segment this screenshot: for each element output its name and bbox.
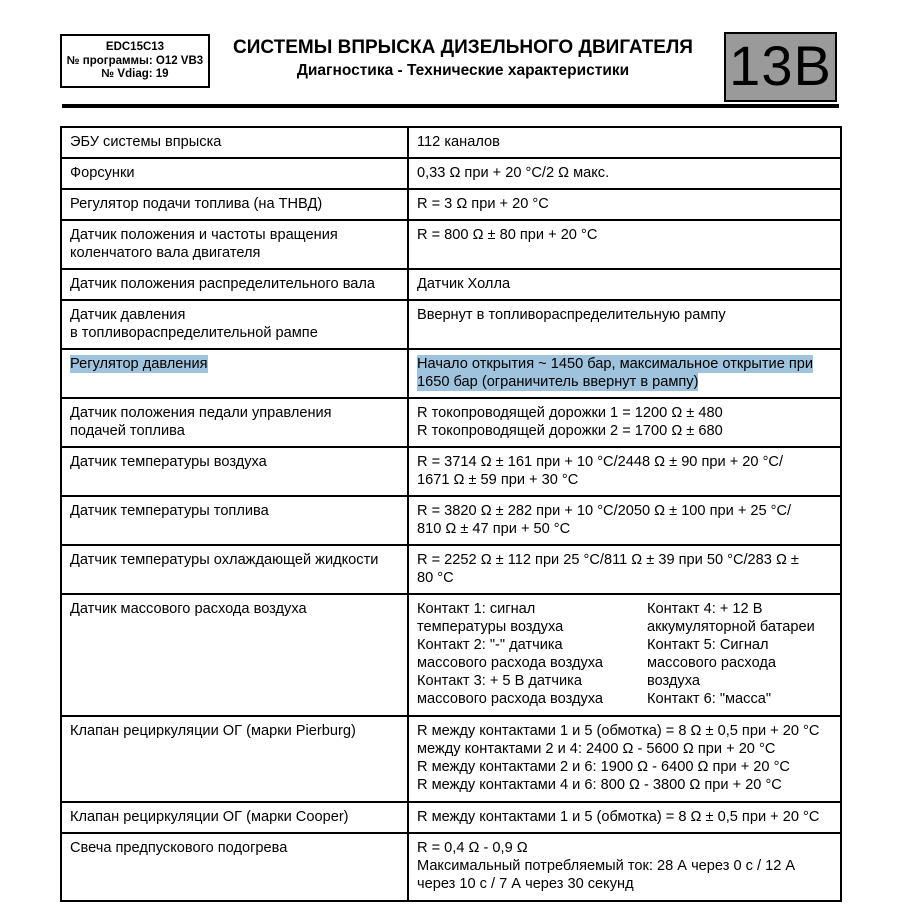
table-row bbox=[61, 496, 841, 545]
value-text: R = 2252 Ω ± 112 при 25 °C/811 Ω ± 39 при 50 °C/283 Ω ± bbox=[417, 552, 799, 568]
chapter-badge: 13B bbox=[724, 32, 837, 102]
component-cell bbox=[61, 158, 408, 189]
table-row bbox=[61, 300, 841, 349]
table-row bbox=[61, 269, 841, 300]
value-cell bbox=[408, 398, 841, 447]
value-text: R = 800 Ω ± 80 при + 20 °C bbox=[417, 227, 598, 243]
pinout-line: воздуха bbox=[647, 673, 700, 689]
table-row bbox=[61, 349, 841, 398]
component-cell bbox=[61, 447, 408, 496]
value-text: между контактами 2 и 4: 2400 Ω - 5600 Ω при + 20 °C bbox=[417, 741, 776, 757]
table-row bbox=[61, 447, 841, 496]
component-cell bbox=[61, 127, 408, 158]
component-cell bbox=[61, 833, 408, 901]
component-label: Свеча предпускового подогрева bbox=[70, 840, 288, 856]
spec-table bbox=[60, 126, 842, 902]
component-cell bbox=[61, 716, 408, 802]
value-text: R между контактами 1 и 5 (обмотка) = 8 Ω ± 0,5 при + 20 °C bbox=[417, 723, 820, 739]
component-label: Датчик давления bbox=[70, 307, 186, 323]
value-cell bbox=[408, 716, 841, 802]
pinout-line: массового расхода воздуха bbox=[417, 691, 604, 707]
component-label: ЭБУ системы впрыска bbox=[70, 134, 222, 150]
table-row bbox=[61, 802, 841, 833]
value-text: R = 3 Ω при + 20 °C bbox=[417, 196, 549, 212]
component-label: Датчик положения распределительного вала bbox=[70, 276, 376, 292]
value-text: 80 °C bbox=[417, 570, 454, 586]
value-text: Максимальный потребляемый ток: 28 А через 0 с / 12 А bbox=[417, 858, 796, 874]
component-label: в топливораспределительной рампе bbox=[70, 325, 318, 341]
table-row bbox=[61, 833, 841, 901]
value-text: 1671 Ω ± 59 при + 30 °C bbox=[417, 472, 579, 488]
component-label: Датчик положения педали управления bbox=[70, 405, 332, 421]
pinout-line: Контакт 3: + 5 В датчика bbox=[417, 673, 582, 689]
component-cell bbox=[61, 496, 408, 545]
program-number: № программы: O12 VB3 bbox=[66, 54, 204, 67]
table-row bbox=[61, 398, 841, 447]
ecu-info-box bbox=[60, 34, 210, 88]
value-cell bbox=[408, 833, 841, 901]
component-cell bbox=[61, 398, 408, 447]
value-cell bbox=[408, 269, 841, 300]
value-text: R = 3714 Ω ± 161 при + 10 °C/2448 Ω ± 90 при + 20 °C/ bbox=[417, 454, 783, 470]
value-text: Начало открытия ~ 1450 бар, максимальное открытие при bbox=[417, 356, 814, 372]
value-cell bbox=[408, 158, 841, 189]
value-text: R = 0,4 Ω - 0,9 Ω bbox=[417, 840, 528, 856]
value-cell bbox=[408, 127, 841, 158]
pinout-columns bbox=[417, 600, 833, 708]
table-row bbox=[61, 594, 841, 716]
value-text: R токопроводящей дорожки 1 = 1200 Ω ± 480 bbox=[417, 405, 723, 421]
component-cell bbox=[61, 802, 408, 833]
header-divider bbox=[62, 104, 839, 108]
pinout-line: Контакт 2: "-" датчика bbox=[417, 637, 563, 653]
component-label: Регулятор подачи топлива (на ТНВД) bbox=[70, 196, 323, 212]
value-text: 112 каналов bbox=[417, 134, 500, 150]
value-text: 0,33 Ω при + 20 °C/2 Ω макс. bbox=[417, 165, 610, 181]
page-subtitle: Диагностика - Технические характеристики bbox=[296, 62, 630, 79]
component-cell bbox=[61, 545, 408, 594]
table-row bbox=[61, 189, 841, 220]
vdiag-number: № Vdiag: 19 bbox=[101, 68, 169, 80]
value-text: R между контактами 2 и 6: 1900 Ω - 6400 Ω при + 20 °C bbox=[417, 759, 790, 775]
component-cell bbox=[61, 220, 408, 269]
component-label: Клапан рециркуляции ОГ (марки Cooper) bbox=[70, 809, 349, 825]
pinout-line: Контакт 6: "масса" bbox=[647, 691, 772, 707]
pinout-line: массового расхода bbox=[647, 655, 776, 671]
pinout-line: аккумуляторной батареи bbox=[647, 619, 815, 635]
component-label: Регулятор давления bbox=[70, 356, 208, 372]
table-row bbox=[61, 127, 841, 158]
pinout-line: Контакт 5: Сигнал bbox=[647, 637, 769, 653]
component-label: Датчик температуры охлаждающей жидкости bbox=[70, 552, 379, 568]
value-text: R токопроводящей дорожки 2 = 1700 Ω ± 680 bbox=[417, 423, 723, 439]
component-label: Датчик массового расхода воздуха bbox=[70, 601, 307, 617]
component-label: Датчик положения и частоты вращения bbox=[70, 227, 338, 243]
page-title: СИСТЕМЫ ВПРЫСКА ДИЗЕЛЬНОГО ДВИГАТЕЛЯ bbox=[233, 37, 693, 58]
value-text: 1650 бар (ограничитель ввернут в рампу) bbox=[417, 374, 699, 390]
pinout-line: Контакт 4: + 12 В bbox=[647, 601, 763, 617]
component-label: коленчатого вала двигателя bbox=[70, 245, 261, 261]
value-text: Ввернут в топливораспределительную рампу bbox=[417, 307, 726, 323]
component-label: подачей топлива bbox=[70, 423, 185, 439]
component-cell bbox=[61, 269, 408, 300]
value-cell bbox=[408, 545, 841, 594]
pinout-right bbox=[647, 600, 833, 708]
table-row bbox=[61, 220, 841, 269]
pinout-line: температуры воздуха bbox=[417, 619, 564, 635]
value-cell bbox=[408, 802, 841, 833]
value-cell bbox=[408, 300, 841, 349]
value-text: R между контактами 1 и 5 (обмотка) = 8 Ω ± 0,5 при + 20 °C bbox=[417, 809, 820, 825]
value-cell bbox=[408, 496, 841, 545]
component-label: Клапан рециркуляции ОГ (марки Pierburg) bbox=[70, 723, 356, 739]
component-label: Датчик температуры топлива bbox=[70, 503, 269, 519]
value-text: R = 3820 Ω ± 282 при + 10 °C/2050 Ω ± 100 при + 25 °C/ bbox=[417, 503, 792, 519]
value-cell bbox=[408, 594, 841, 716]
component-cell bbox=[61, 300, 408, 349]
pinout-line: массового расхода воздуха bbox=[417, 655, 604, 671]
value-text: Датчик Холла bbox=[417, 276, 511, 292]
value-cell bbox=[408, 189, 841, 220]
value-cell bbox=[408, 447, 841, 496]
table-row bbox=[61, 545, 841, 594]
component-label: Форсунки bbox=[70, 165, 135, 181]
component-cell bbox=[61, 594, 408, 716]
table-row bbox=[61, 716, 841, 802]
component-cell bbox=[61, 349, 408, 398]
value-text: через 10 с / 7 А через 30 секунд bbox=[417, 876, 634, 892]
component-label: Датчик температуры воздуха bbox=[70, 454, 267, 470]
value-cell bbox=[408, 220, 841, 269]
value-text: R между контактами 4 и 6: 800 Ω - 3800 Ω при + 20 °C bbox=[417, 777, 782, 793]
component-cell bbox=[61, 189, 408, 220]
pinout-left bbox=[417, 600, 647, 708]
pinout-line: Контакт 1: сигнал bbox=[417, 601, 536, 617]
page-heading bbox=[218, 36, 708, 82]
table-row bbox=[61, 158, 841, 189]
value-cell bbox=[408, 349, 841, 398]
ecu-model: EDC15C13 bbox=[105, 41, 165, 53]
value-text: 810 Ω ± 47 при + 50 °C bbox=[417, 521, 571, 537]
